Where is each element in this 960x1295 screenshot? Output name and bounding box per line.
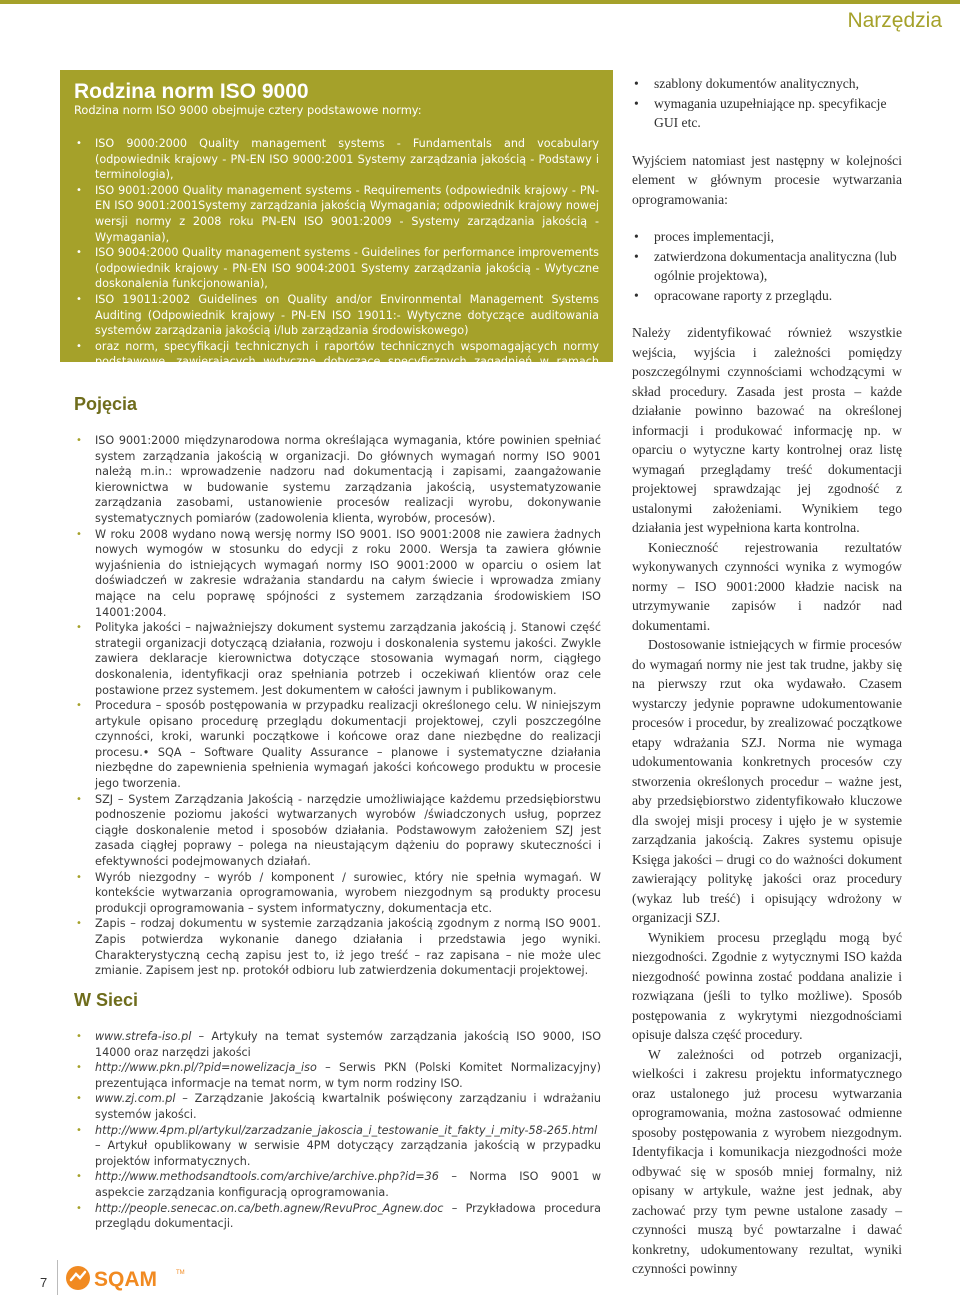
logo-mark-icon: [66, 1266, 90, 1290]
list-item: • ISO 9001:2000 międzynarodowa norma określająca wymagania, które powinien spełniać system zarządzania jakością w organizacji. Do głównych wymagań normy ISO 9001 należą m.in.: wprowadzenie nadzoru nad dokumentacją i zapisami, zaangażowanie kierownictwa w budowanie systemu zarządzania jakością, usystematyzowanie zarządzania zasobami, ustanowienie procesów realizacji wyrobu, dokonywanie systematycznych pomiarów (zadowolenia klienta, wyrobów, procesów).: [74, 433, 601, 527]
links-list: [74, 1029, 601, 1232]
list-item: • ISO 19011:2002 Guidelines on Quality and/or Environmental Management Systems Auditing (Odpowiednik krajowy - PN-EN ISO 19011:- Wytyczne dotyczące auditowania systemów zarządzania jakością i/lub zarządzania środowiskowego): [74, 292, 599, 339]
paragraph: Wyjściem natomiast jest następny w kolejności element w głównym procesie wytwarzania oprogramowania:: [632, 152, 902, 207]
inputs-list: [632, 74, 902, 133]
list-item: • szablony dokumentów analitycznych,: [632, 74, 902, 94]
paragraph: Wynikiem procesu przeglądu mogą być niezgodności. Zgodnie z wytycznymi ISO każda niezgodność powinna zostać poddana analizie i rozwiązana (jeśli to tylko możliwe). Sposób postępowania z wykrytymi niezgodnościami opisuje dalsza część procedury.: [632, 929, 902, 1042]
paragraph: W zależności od potrzeb organizacji, wielkości i zakresu projektu informatycznego oraz ustalonego już procesu wytwarzania oprogramowania, można zastosować odmienne sposoby postępowania z wyrobem niezgodnym. Identyfikacja i komunikacja niezgodności może odbywać się w sposób mniej formalny, niż opisany w artykule, ważne jest jednak, aby zachować przy tym pewne ustalone zasady – czynności muszą być powtarzalne i dawać konkretny, udokumentowany rezultat, wyniki czynności powinny: [632, 1046, 902, 1276]
link[interactable]: http://people.senecac.on.ca/beth.agnew/RevuProc_Agnew.doc: [95, 1201, 444, 1215]
sqam-logo: [64, 1263, 194, 1293]
section-title: Narzędzia: [847, 9, 942, 32]
list-item: • SZJ – System Zarządzania Jakością - narzędzie umożliwiające każdemu przedsiębiorstwu podnoszenie poziomu jakości wytwarzanych wyrobów /świadczonych usług, poprzez ciągłe doskonalenie metod i sposobów działania. Podstawowym założeniem SZJ jest zasada ciągłej poprawy – polega na nieustającym dążeniu do poprawy skuteczności i efektywności podejmowanych działań.: [74, 792, 601, 870]
list-item: • www.zj.com.pl – Zarządzanie Jakością kwartalnik poświęcony zarządzaniu i wdrażaniu systemów jakości.: [74, 1091, 601, 1122]
right-column: [632, 74, 902, 1279]
paragraph: Konieczność rejestrowania rezultatów wykonywanych czynności wynika z wymogów normy – ISO 9001:2000 kładzie nacisk na utrzymywanie zapisów i nadzór nad dokumentami.: [632, 539, 902, 633]
list-item: • W roku 2008 wydano nową wersję normy ISO 9001. ISO 9001:2008 nie zawiera żadnych nowych wymogów w stosunku do edycji z roku 2000. Wersja ta zawiera głównie wyjaśnienia do istniejących wymagań normy ISO 9001:2000 w oparciu o osiem lat doświadczeń w zakresie wdrażania standardu na całym świecie i wprowadza zmiany mające na celu poprawę spójności z systemem zarządzania środowiskiem ISO 14001:2004.: [74, 527, 601, 621]
list-item: • Procedura – sposób postępowania w przypadku realizacji określonego celu. W niniejszym artykule opisano procedurę przeglądu dokumentacji projektowej, czyli poszczególne czynności, kroki, warunki początkowe i końcowe oraz dane niezbędne do realizacji procesu.• SQA – Software Quality Assurance – planowe i systematyczne działania niezbędne do zapewnienia spełnienia wymagań jakości końcowego produktu w procesie jego tworzenia.: [74, 698, 601, 792]
list-item: • wymagania uzupełniające np. specyfikacje GUI etc.: [632, 94, 902, 133]
list-item: • Zapis – rodzaj dokumentu w systemie zarządzania jakością zgodnym z normą ISO 9001. Zapis potwierdza wykonanie danego działania i przedstawia jego wyniki. Charakterystyczną cechą zapisu jest to, iż jego treść – raz zapisana – nie może ulec zmianie. Zapisem jest np. protokół odbioru lub zatwierdzenia dokumentacji projektowej.: [74, 916, 601, 978]
logo-tm: TM: [176, 1270, 185, 1276]
link[interactable]: http://www.methodsandtools.com/archive/archive.php?id=36: [95, 1170, 439, 1184]
pojecia-heading: Pojęcia: [74, 394, 138, 414]
list-item: • http://people.senecac.on.ca/beth.agnew/RevuProc_Agnew.doc – Przykładowa procedura przeglądu dokumentacji.: [74, 1201, 601, 1232]
list-item: • oraz norm, specyfikacji technicznych i raportów technicznych wspomagających normy podstawowe, zawierających wytyczne dotyczące specyficznych zagadnień w ramach systemu zarządzania jakością.: [74, 339, 599, 386]
list-item: • opracowane raporty z przeglądu.: [632, 286, 902, 306]
footer-divider: [57, 1260, 58, 1295]
list-item: • http://www.4pm.pl/artykul/zarzadzanie_jakoscia_i_testowanie_it_fakty_i_mity-58-265.html – Artykuł opublikowany w serwisie 4PM dotyczący zarządzania jakością w przypadku projektów informatycznych.: [74, 1123, 601, 1170]
link[interactable]: http://www.4pm.pl/artykul/zarzadzanie_jakoscia_i_testowanie_it_fakty_i_mity-58-265.html: [95, 1123, 598, 1137]
list-item: • Polityka jakości – najważniejszy dokument systemu zarządzania jakością j. Stanowi część strategii organizacji dotyczącą działania, rozwoju i doskonalenia systemu jakości. Zwykle zawiera deklaracje kierownictwa dotyczące stosowania wymagań norm, ciągłego doskonalenia, identyfikacji oraz spełniania potrzeb i oczekiwań klientów oraz cele postawione przez systemem. Jest dokumentem w całości jawnym i publikowanym.: [74, 620, 601, 698]
header-accent-line: [0, 0, 960, 4]
outputs-list: [632, 227, 902, 305]
list-item: • ISO 9001:2000 Quality management systems - Requirements (odpowiednik krajowy - PN-EN ISO 9001:2001Systemy zarządzania jakością Wymagania; odpowiednik krajowy nowej wersji normy z 2008 roku PN-EN ISO 9001:2009 - Systemy zarządzania jakością - Wymagania),: [74, 183, 599, 245]
link[interactable]: http://www.pkn.pl/?pid=nowelizacja_iso: [95, 1061, 317, 1075]
list-item: • ISO 9000:2000 Quality management systems - Fundamentals and vocabulary (odpowiednik krajowy - PN-EN ISO 9000:2001 Systemy zarządzania jakością - Podstawy i terminologia),: [74, 136, 599, 183]
list-item: • Wyrób niezgodny – wyrób / komponent / surowiec, który nie spełnia wymagań. W kontekście wytwarzania oprogramowania, wyrobem niezgodnym są produkty procesu produkcji oprogramowania – system informatyczny, dokumentacja etc.: [74, 870, 601, 917]
logo-text: SQAM: [94, 1268, 157, 1291]
list-item: • www.strefa-iso.pl – Artykuły na temat systemów zarządzania jakością ISO 9000, ISO 14000 oraz narzędzi jakości: [74, 1029, 601, 1060]
iso-family-box: [60, 70, 613, 384]
wsieci-section: [74, 990, 601, 1232]
link[interactable]: www.zj.com.pl: [95, 1092, 176, 1106]
pojecia-list: [74, 433, 601, 979]
box-lead: Rodzina norm ISO 9000 obejmuje cztery podstawowe normy:: [74, 103, 422, 117]
paragraph: Dostosowanie istniejących w firmie procesów do wymagań normy nie jest tak trudne, jakby się na pierwszy rzut oka wydawało. Czasem wystarczy jedynie poprawne udokumentowanie procesów i procedur, by zrealizować początkowe etapy wdrażania SZJ. Norma nie wymaga udokumentowania konkretnych procesów czy stworzenia określonych procedur – ważne jest, aby przedsiębiorstwo zidentyfikowało kluczowe dla swojej misji procesy i ujęło je w systemie zarządzania jakością. Zakres systemu opisuje Księga jakości – drugi co do ważności dokument zawierający politykę jakości oraz procedury (wykaz lub treść) i opisujący wdrożony w organizacji SZJ.: [632, 637, 902, 925]
list-item: • http://www.methodsandtools.com/archive/archive.php?id=36 – Norma ISO 9001 w aspekcie zarządzania konfiguracją oprogramowania.: [74, 1169, 601, 1200]
paragraph: Należy zidentyfikować również wszystkie wejścia, wyjścia i zależności pomiędzy poszczególnymi czynnościami wchodzącymi w skład procedury. Zasada jest prosta – każde działanie powinno bazować na określonej informacji i produkować informację np. w oparciu o wytyczne karty kontrolnej oraz listę wymagań przeglądamy treść dokumentacji projektowej sprawdzając jej zgodność z ustalonymi założeniami. Wynikiem tego działania jest wypełniona karta kontrolna.: [632, 325, 902, 535]
list-item: • zatwierdzona dokumentacja analityczna (lub ogólnie projektowa),: [632, 247, 902, 286]
list-item: • ISO 9004:2000 Quality management systems - Guidelines for performance improvements (odpowiednik krajowy - PN-EN ISO 9004:2001 Systemy zarządzania jakością - Wytyczne doskonalenia funkcjonowania),: [74, 245, 599, 292]
list-item: • http://www.pkn.pl/?pid=nowelizacja_iso – Serwis PKN (Polski Komitet Normalizacyjny) prezentująca informacje na temat norm, w tym norm rodziny ISO.: [74, 1060, 601, 1091]
iso-norms-list: [74, 136, 599, 386]
wsieci-heading: W Sieci: [74, 990, 139, 1010]
page-header: [0, 0, 960, 44]
link[interactable]: www.strefa-iso.pl: [95, 1030, 192, 1043]
box-title: Rodzina norm ISO 9000: [74, 80, 309, 103]
pojecia-section: [74, 394, 601, 979]
page-number: 7: [40, 1275, 48, 1290]
list-item: • proces implementacji,: [632, 227, 902, 247]
